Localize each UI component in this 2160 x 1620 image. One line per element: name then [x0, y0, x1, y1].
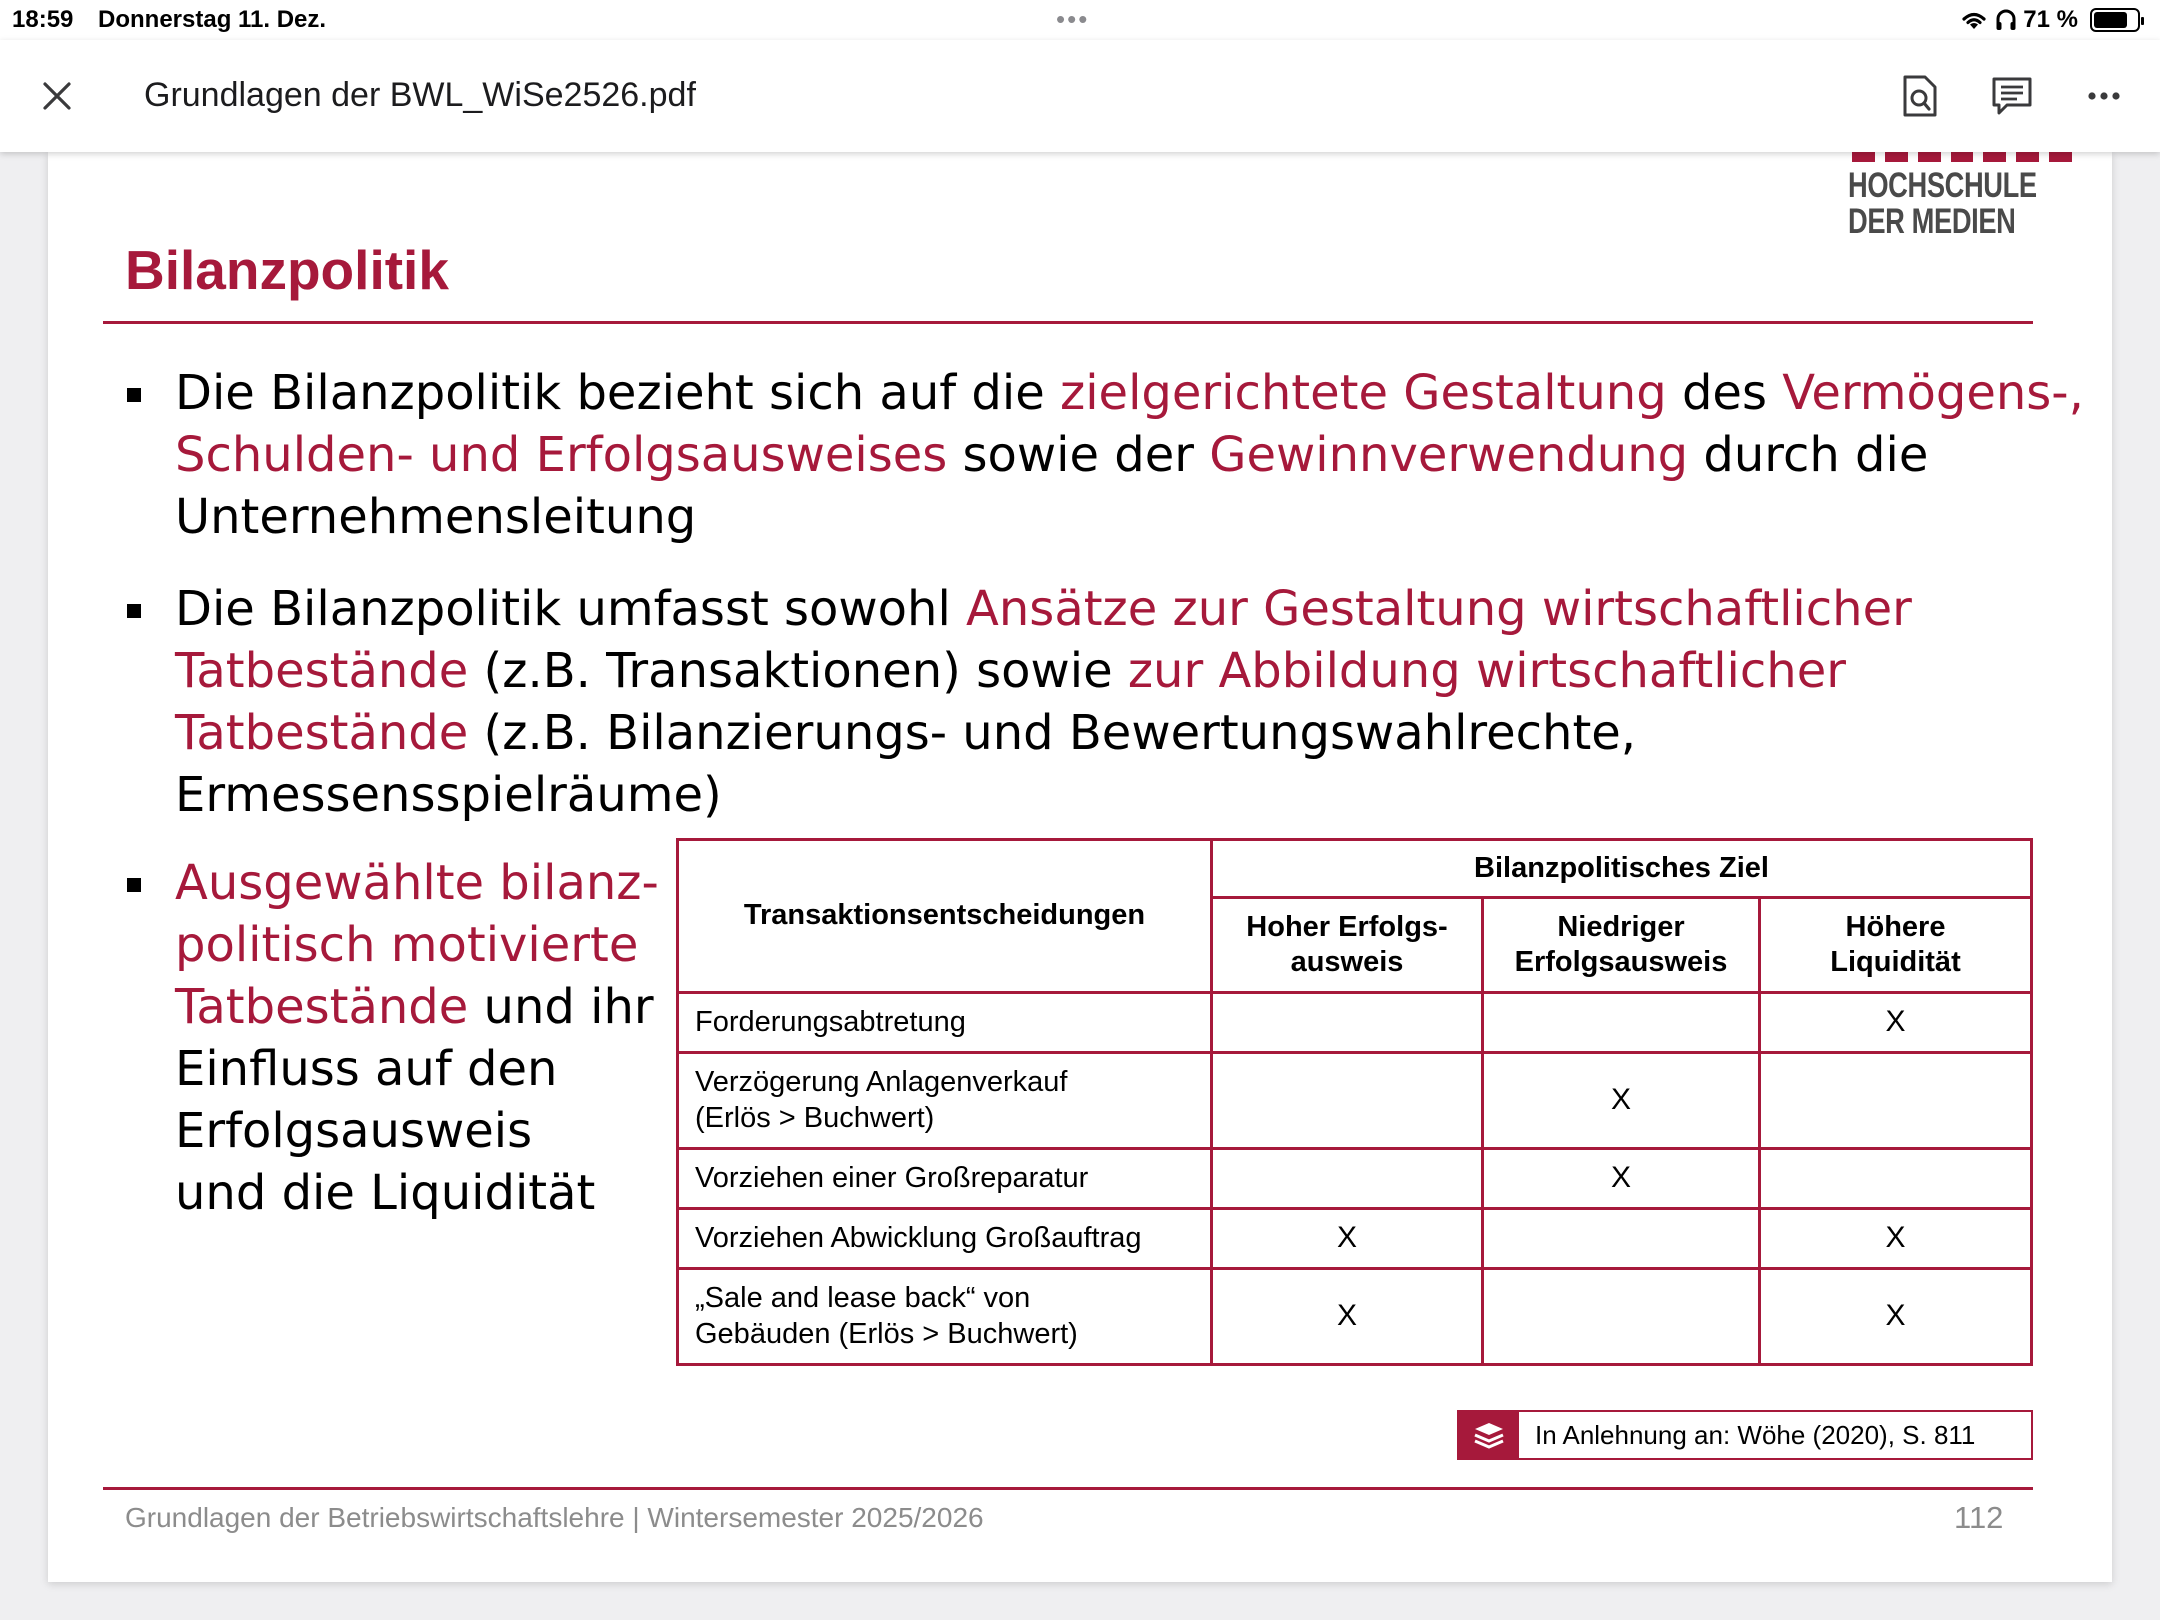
bullet-line [175, 702, 1912, 764]
row-header: Transaktionsentscheidungen [678, 840, 1212, 993]
table-cell: X [1760, 993, 2032, 1053]
document-toolbar [0, 40, 2160, 152]
bullet-square-icon [127, 388, 141, 402]
document-title: Grundlagen der BWL_WiSe2526.pdf [144, 76, 696, 114]
row-label: Vorziehen Abwicklung Großauftrag [678, 1209, 1212, 1269]
bullet-line [175, 764, 1912, 826]
more-button[interactable] [2076, 68, 2132, 124]
bullet-line [175, 914, 659, 976]
row-label: Verzögerung Anlagenverkauf (Erlös > Buchwert) [678, 1053, 1212, 1149]
table-cell: X [1212, 1269, 1483, 1365]
bullet-line [175, 1038, 659, 1100]
status-indicators [1959, 4, 2140, 36]
transactions-table [676, 838, 2033, 1366]
table-cell [1212, 1053, 1483, 1149]
table-cell [1760, 1053, 2032, 1149]
highlight-text: zur Abbildung wirtschaftlicher [1127, 643, 1846, 699]
table-cell [1212, 993, 1483, 1053]
column-header: Höhere Liquidität [1760, 898, 2032, 993]
table-cell: X [1483, 1053, 1760, 1149]
footer-divider [103, 1487, 2033, 1490]
status-bar [0, 0, 2160, 40]
body-text: Die Bilanzpolitik umfasst sowohl [175, 581, 967, 637]
bullet-line [175, 578, 1912, 640]
highlight-text: Schulden- und Erfolgsausweises [175, 427, 948, 483]
bullet-text [175, 852, 659, 1224]
logo-line-2: DER MEDIEN [1848, 201, 2016, 241]
highlight-text: politisch motivierte [175, 917, 639, 973]
column-header: Hoher Erfolgs- ausweis [1212, 898, 1483, 993]
row-label: Vorziehen einer Großreparatur [678, 1149, 1212, 1209]
document-search-button[interactable] [1892, 68, 1948, 124]
table-cell [1483, 1209, 1760, 1269]
body-text: Erfolgsausweis [175, 1103, 533, 1159]
bullet-square-icon [127, 604, 141, 618]
source-note [1457, 1410, 2033, 1460]
bullet-line [175, 1100, 659, 1162]
table-cell [1483, 993, 1760, 1053]
logo-stripes [1852, 152, 2072, 162]
column-header: Niedriger Erfolgsausweis [1483, 898, 1760, 993]
multitasking-dots[interactable]: ••• [1056, 4, 1090, 34]
highlight-text: Tatbestände [175, 705, 469, 761]
bullet-line [175, 486, 2084, 548]
body-text: des [1666, 365, 1783, 421]
headphones-icon [1995, 8, 2017, 32]
table-cell [1760, 1149, 2032, 1209]
body-text: Einfluss auf den [175, 1041, 558, 1097]
table-cell [1483, 1269, 1760, 1365]
table-cell: X [1212, 1209, 1483, 1269]
body-text: (z.B. Bilanzierungs- und Bewertungswahlrechte, [468, 705, 1637, 761]
body-text: sowie der [947, 427, 1210, 483]
wifi-icon [1959, 8, 1989, 32]
body-text: durch die [1688, 427, 1929, 483]
body-text: (z.B. Transaktionen) sowie [468, 643, 1128, 699]
close-icon [42, 81, 72, 111]
bullet-line [175, 362, 2084, 424]
body-text: Ermessensspielräume) [175, 767, 722, 823]
highlight-text: Vermögens-, [1782, 365, 2084, 421]
body-text: Unternehmensleitung [175, 489, 697, 545]
comments-button[interactable] [1984, 68, 2040, 124]
document-search-icon [1902, 74, 1938, 118]
table-row [678, 1269, 2032, 1365]
slide-title: Bilanzpolitik [125, 239, 449, 301]
hdm-logo [1848, 168, 2035, 239]
battery-percent: 71 % [2023, 6, 2078, 33]
body-text: und ihr [468, 979, 654, 1035]
footer-text: Grundlagen der Betriebswirtschaftslehre | Wintersemester 2025/2026 [125, 1502, 984, 1533]
close-button[interactable] [34, 73, 80, 119]
body-text: und die Liquidität [175, 1165, 596, 1221]
table-cell: X [1760, 1209, 2032, 1269]
table-row [678, 1209, 2032, 1269]
pdf-page[interactable] [48, 152, 2112, 1582]
bullet-line [175, 1162, 659, 1224]
row-label: „Sale and lease back“ von Gebäuden (Erlös > Buchwert) [678, 1269, 1212, 1365]
bullet-text [175, 578, 1912, 826]
bullet-square-icon [127, 878, 141, 892]
battery-level [2094, 12, 2127, 28]
page-number: 112 [1954, 1500, 2004, 1535]
bullet-line [175, 852, 659, 914]
bullet-text [175, 362, 2084, 548]
table-row [678, 993, 2032, 1053]
status-date: Donnerstag 11. Dez. [98, 6, 327, 33]
table-row [678, 1053, 2032, 1149]
comment-icon [1991, 76, 2033, 116]
bullet-line [175, 424, 2084, 486]
table-row [678, 1149, 2032, 1209]
title-divider [103, 321, 2033, 324]
row-label: Forderungsabtretung [678, 993, 1212, 1053]
book-icon [1459, 1412, 1519, 1458]
table-cell: X [1760, 1269, 2032, 1365]
group-header: Bilanzpolitisches Ziel [1212, 840, 2032, 898]
highlight-text: zielgerichtete Gestaltung [1060, 365, 1667, 421]
bullet-line [175, 976, 659, 1038]
more-icon [2087, 91, 2121, 101]
highlight-text: Gewinnverwendung [1209, 427, 1689, 483]
highlight-text: Tatbestände [175, 643, 469, 699]
logo-line-1: HOCHSCHULE [1848, 166, 2037, 205]
table-cell: X [1483, 1149, 1760, 1209]
source-text: In Anlehnung an: Wöhe (2020), S. 811 [1535, 1419, 1976, 1450]
battery-icon [2090, 8, 2140, 32]
highlight-text: Tatbestände [175, 979, 469, 1035]
highlight-text: Ansätze zur Gestaltung wirtschaftlicher [966, 581, 1912, 637]
bullet-line [175, 640, 1912, 702]
table-cell [1212, 1149, 1483, 1209]
body-text: Die Bilanzpolitik bezieht sich auf die [175, 365, 1060, 421]
highlight-text: Ausgewählte bilanz- [175, 855, 659, 911]
status-time: 18:59 [12, 6, 74, 33]
